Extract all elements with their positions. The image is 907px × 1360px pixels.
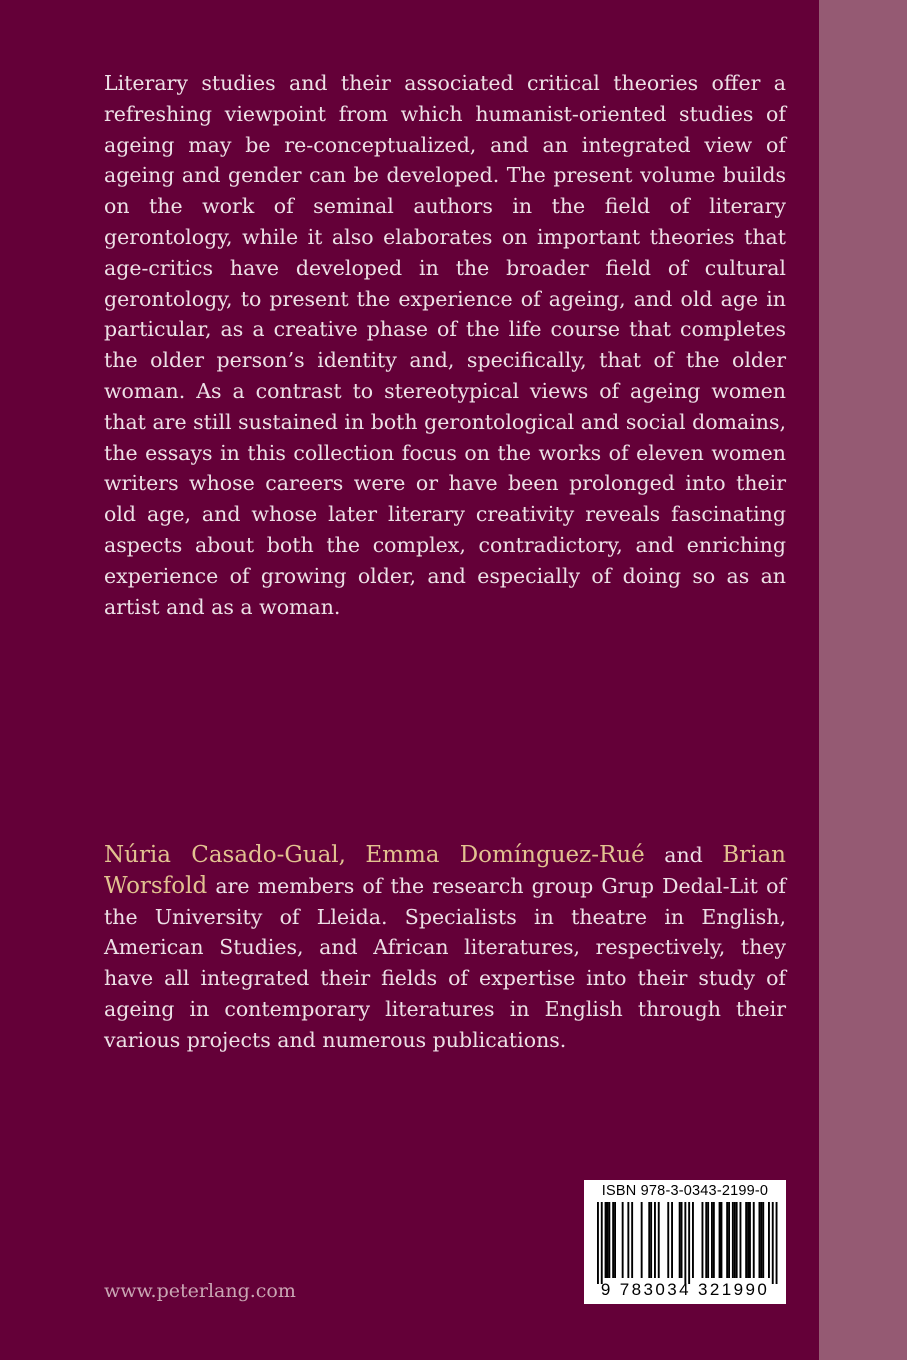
barcode-bar xyxy=(671,1202,673,1278)
barcode-bar xyxy=(681,1202,683,1278)
barcode-bar xyxy=(601,1202,603,1284)
barcode-bar xyxy=(772,1202,774,1284)
barcode-bar xyxy=(658,1202,660,1278)
barcode-bar xyxy=(597,1202,599,1284)
barcode-bar xyxy=(608,1202,610,1278)
author-name-1: Núria Casado-Gual, xyxy=(104,842,346,868)
barcode-bar xyxy=(607,1202,609,1278)
barcode-bar xyxy=(762,1202,764,1278)
barcode-bar xyxy=(726,1202,728,1278)
barcode-bar xyxy=(711,1202,713,1278)
publisher-website: www.peterlang.com xyxy=(104,1280,296,1302)
barcode-bar xyxy=(734,1202,736,1278)
barcode-bar xyxy=(612,1202,614,1278)
isbn-barcode xyxy=(584,1180,786,1304)
barcode-bar xyxy=(707,1202,709,1278)
author-bio-text: are members of the research group Grup Dedal-Lit of the University of Lleida. Specialists in theatre in English, American Studies, and African literatures, respectively, they have all integrated their fields of expertise into their study of ageing in contemporary literatures in English through their various projects and numerous publications. xyxy=(104,873,786,1052)
barcode-bar xyxy=(705,1202,707,1278)
barcode-bar xyxy=(753,1202,755,1278)
barcode-bar xyxy=(605,1202,607,1278)
barcode-bar xyxy=(768,1202,770,1278)
barcode-bar xyxy=(641,1202,643,1278)
barcode-bar xyxy=(631,1202,633,1278)
barcode-bar xyxy=(654,1202,656,1278)
barcode-bar xyxy=(749,1202,751,1278)
barcode-bar xyxy=(684,1202,686,1284)
barcode-bar xyxy=(719,1202,721,1278)
barcode-bar xyxy=(740,1202,742,1278)
barcode-bar xyxy=(679,1202,681,1278)
barcode-bar xyxy=(745,1202,747,1278)
barcode-bar xyxy=(692,1202,694,1278)
barcode-bar xyxy=(721,1202,723,1278)
barcode-bar xyxy=(667,1202,669,1278)
isbn-label: ISBN 978-3-0343-2199-0 xyxy=(601,1183,769,1199)
barcode-bar xyxy=(713,1202,715,1278)
barcode-bar xyxy=(760,1202,762,1278)
barcode-bar xyxy=(702,1202,704,1278)
barcode-bar xyxy=(622,1202,624,1278)
book-description: Literary studies and their associated critical theories offer a refreshing viewpoint from which humanist-oriented studies of ageing may be re-conceptualized, and an integrated view of ageing and gender can be developed. The present volume builds on the work of seminal authors in the field of literary gerontology, while it also elaborates on important theories that age-critics have developed in the broader field of cultural gerontology, to present the experience of ageing, and old age in particular, as a creative phase of the life course that completes the older person’s identity and, specifically, that of the older woman. As a contrast to stereotypical views of ageing women that are still sustained in both gerontological and social domains, the essays in this collection focus on the works of eleven women writers whose careers were or have been prolonged into their old age, and whose later literary creativity reveals fascinating aspects about both the complex, contradictory, and enriching experience of growing older, and especially of doing so as an artist and as a woman. xyxy=(104,71,786,619)
author-name-3: Brian Worsfold xyxy=(104,842,786,899)
book-spine-strip xyxy=(819,0,907,1360)
barcode-bar xyxy=(759,1202,761,1278)
author-conjunction: and xyxy=(664,843,703,867)
author-name-2: Emma Domínguez-Rué xyxy=(365,842,645,868)
barcode-bar xyxy=(650,1202,652,1278)
barcode-bar xyxy=(688,1202,690,1284)
barcode-bar xyxy=(728,1202,730,1278)
barcode-bar xyxy=(747,1202,749,1278)
author-biography xyxy=(104,840,786,1056)
ean-digits: 9 783034 321990 xyxy=(600,1280,770,1299)
barcode-bar xyxy=(736,1202,738,1278)
barcode-bar xyxy=(648,1202,650,1278)
barcode-bar xyxy=(614,1202,616,1278)
barcode-bar xyxy=(732,1202,734,1278)
barcode-bar xyxy=(776,1202,778,1284)
barcode-bar xyxy=(627,1202,629,1278)
